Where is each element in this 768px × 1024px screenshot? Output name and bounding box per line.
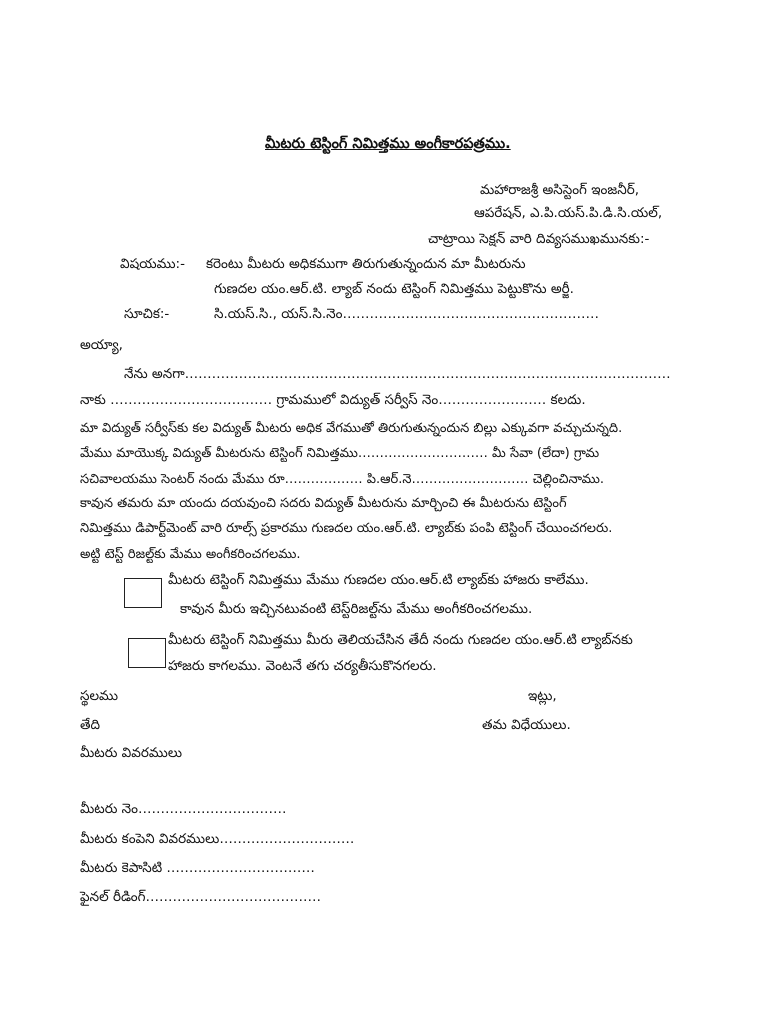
date-label: తేది [80,717,101,733]
option-one-line-1: మీటరు టెస్టింగ్ నిమిత్తము మేము గుణదల యం.ఆర్.టి ల్యాబ్‌కు హాజరు కాలేము. [168,572,589,588]
body-line-6: కావున తమరు మా యందు దయవుంచి సదరు విద్యుత్ మీటరును మార్చించి ఈ మీటరును టెస్టింగ్ [80,496,567,511]
body-line-4: మేము మాయొక్క విద్యుత్ మీటరును టెస్టింగ్ నిమిత్తము………………………… మీ సేవా (లేదా) గ్రామ [80,446,600,461]
addressee-line-3: చాట్రాయి సెక్షన్ వారి దివ్యసముఖమునకు:- [428,231,650,247]
body-line-1: నేను అనగా……………………………………………………………………………………………… [124,366,671,382]
body-line-8: అట్టి టెస్ట్ రిజల్ట్‌కు మేము అంగీకరించగలము. [80,547,301,562]
addressee-line-2: ఆపరేషన్, ఎ.పి.యస్.పి.డి.సి.యల్, [474,205,663,221]
reference-text: సి.యస్.సి., యస్.సి.నెం………………………………………………… [214,306,599,322]
option-one-line-2: కావున మీరు ఇచ్చినటువంటి టెస్ట్‌రిజల్ట్‌ను మేము అంగీకరించగలము. [180,601,533,617]
signoff-regards: ఇట్లు, [528,688,557,704]
option-two-line-1: మీటరు టెస్టింగ్ నిమిత్తము మీరు తెలియచేసిన తేదీ నందు గుణదల యం.ఆర్.టి ల్యాబ్‌నకు [168,632,633,648]
body-line-3: మా విద్యుత్ సర్వీస్‌కు కల విద్యుత్ మీటరు అధిక వేగముతో తిరుగుతున్నందున బిల్లు ఎక్కువగా వచ్చుచున్నది. [80,421,623,436]
body-line-5: సచివాలయము సెంటర్ నందు మేము రూ……………… పి.ఆర్.నె……………………… చెల్లించినాము. [80,472,605,487]
option-two-line-2: హాజరు కాగలము. వెంటనే తగు చర్యతీసుకొనగలరు. [168,658,437,674]
place-label: స్థలము [80,688,119,704]
signoff-yours-faithfully: తమ విధేయులు. [482,717,571,733]
subject-line-1: కరెంటు మీటరు అధికముగా తిరుగుతున్నందున మా మీటరును [206,256,526,272]
body-line-7: నిమిత్తము డిపార్ట్‌మెంట్ వారి రూల్స్ ప్రకారము గుణదల యం.ఆర్.టి. ల్యాబ్‌కు పంపి టెస్టింగ్ చేయించగలరు. [80,521,613,536]
option-two-checkbox[interactable] [128,638,166,668]
document-title: మీటరు టెస్టింగ్ నిమిత్తము అంగీకారపత్రము. [265,136,511,152]
salutation: అయ్యా, [80,337,123,353]
subject-line-2: గుణదల యం.ఆర్.టి. ల్యాబ్ నందు టెస్టింగ్ నిమిత్తము పెట్టుకొను అర్జీ. [214,281,574,297]
meter-number-field: మీటరు నెం…………………………… [80,801,287,817]
body-line-2: నాకు ……………………………… గ్రామములో విద్యుత్ సర్వీస్ నెం…………………… కలదు. [80,392,586,408]
subject-label: విషయము:- [120,256,185,272]
option-one-checkbox[interactable] [124,578,162,608]
final-reading-field: ఫైనల్ రీడింగ్………………………………… [80,889,321,905]
reference-label: సూచిక:- [124,306,170,322]
meter-details-heading: మీటరు వివరములు [80,745,183,761]
meter-capacity-field: మీటరు కెపాసిటి …………………………… [80,860,315,876]
addressee-line-1: మహారాజశ్రీ అసిస్టెంగ్ ఇంజనీర్, [480,182,640,198]
meter-company-field: మీటరు కంపెని వివరములు………………………… [80,831,355,847]
